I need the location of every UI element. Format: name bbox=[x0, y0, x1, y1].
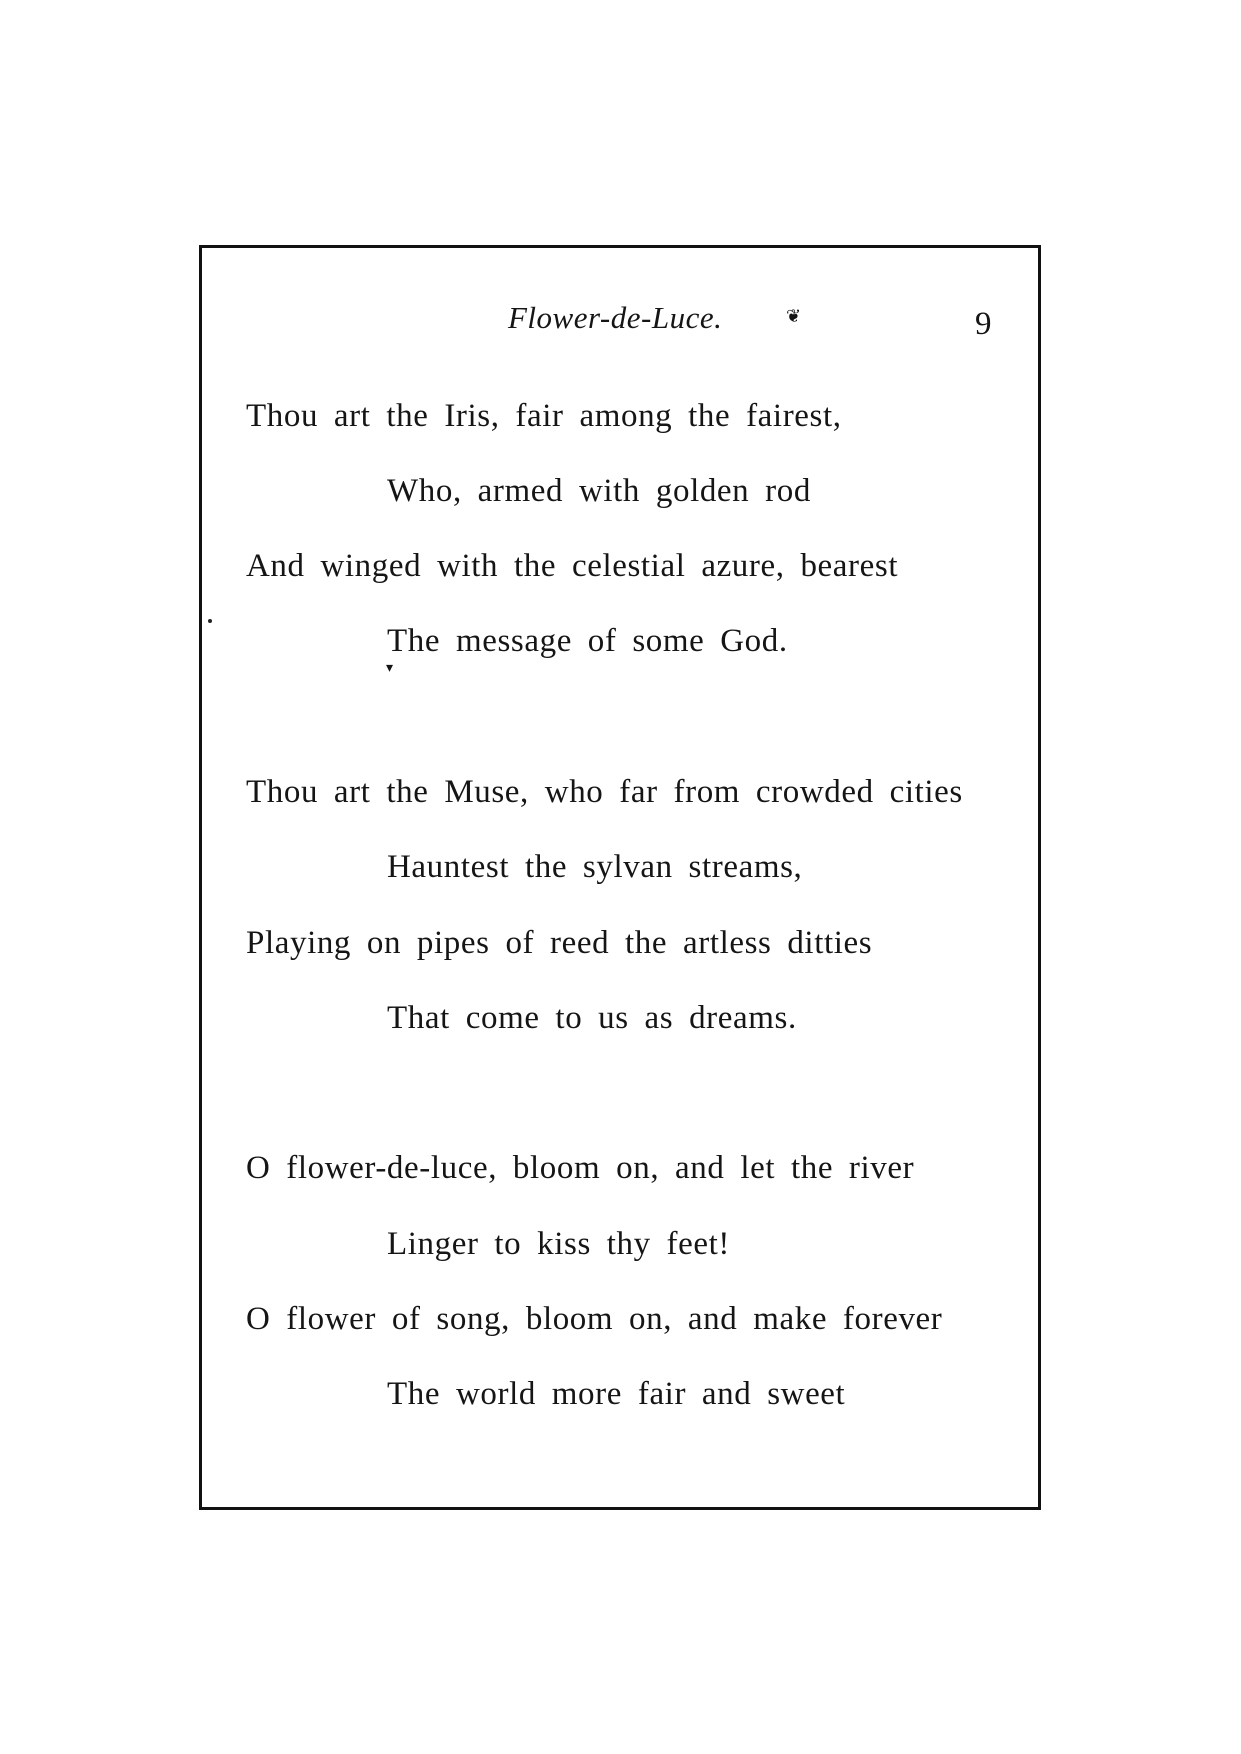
page-number: 9 bbox=[975, 306, 992, 342]
stanza-1-line-2: Who, armed with golden rod bbox=[387, 473, 811, 509]
stanza-2-line-4: That come to us as dreams. bbox=[387, 1000, 797, 1036]
ornament-icon: ❦ bbox=[786, 306, 802, 326]
stanza-1-line-3: And winged with the celestial azure, bearest bbox=[246, 548, 899, 584]
stanza-1-line-4: The message of some God. bbox=[387, 623, 788, 659]
stanza-2-line-3: Playing on pipes of reed the artless ditties bbox=[246, 925, 873, 961]
print-speck bbox=[208, 619, 212, 623]
stanza-3-line-1: O flower-de-luce, bloom on, and let the river bbox=[246, 1150, 915, 1186]
stanza-3-line-4: The world more fair and sweet bbox=[387, 1376, 846, 1412]
stanza-2-line-2: Hauntest the sylvan streams, bbox=[387, 849, 803, 885]
stanza-2-line-1: Thou art the Muse, who far from crowded cities bbox=[246, 774, 963, 810]
stanza-3-line-3: O flower of song, bloom on, and make forever bbox=[246, 1301, 943, 1337]
stanza-3-line-2: Linger to kiss thy feet! bbox=[387, 1226, 730, 1262]
print-mark: ▾ bbox=[386, 661, 394, 676]
running-title: Flower-de-Luce. bbox=[508, 300, 723, 335]
stanza-1-line-1: Thou art the Iris, fair among the fairest, bbox=[246, 398, 842, 434]
